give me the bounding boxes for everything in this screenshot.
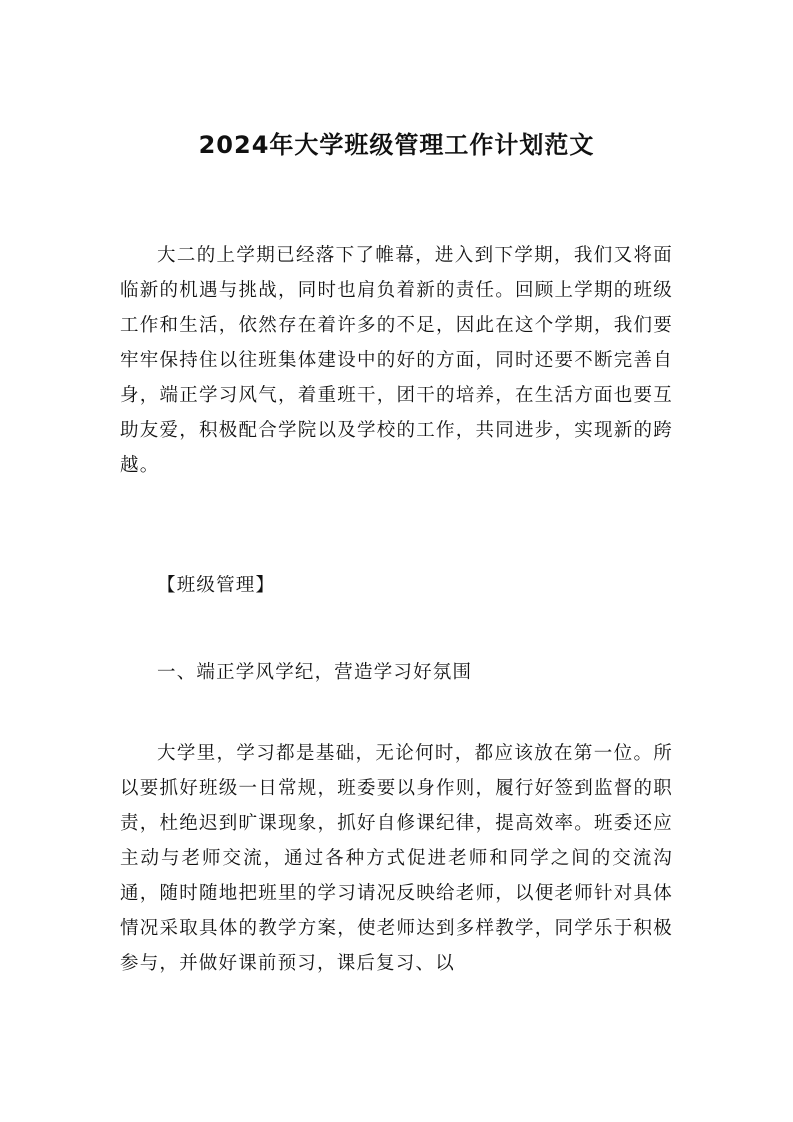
body-paragraph: 大学里，学习都是基础，无论何时，都应该放在第一位。所以要抓好班级一日常规，班委要以身作则，履行好签到监督的职责，杜绝迟到旷课现象，抓好自修课纪律，提高效率。班委还应主动与老师交流，通过各种方式促进老师和同学之间的交流沟通，随时随地把班里的学习请况反映给老师，以便老师针对具体情况采取具体的教学方案，使老师达到多样教学，同学乐于积极参与，并做好课前预习，课后复习、以	[120, 743, 673, 974]
subsection-heading: 一、端正学风学纪，营造学习好氛围	[157, 662, 473, 683]
intro-paragraph: 大二的上学期已经落下了帷幕，进入到下学期，我们又将面临新的机遇与挑战，同时也肩负着新的责任。回顾上学期的班级工作和生活，依然存在着许多的不足，因此在这个学期，我们要牢牢保持住以往班集体建设中的好的方面，同时还要不断完善自身，端正学习风气，着重班干，团干的培养，在生活方面也要互助友爱，积极配合学院以及学校的工作，共同进步，实现新的跨越。	[120, 245, 673, 476]
document-title: 2024年大学班级管理工作计划范文	[198, 131, 595, 159]
section-heading: 【班级管理】	[157, 575, 276, 596]
